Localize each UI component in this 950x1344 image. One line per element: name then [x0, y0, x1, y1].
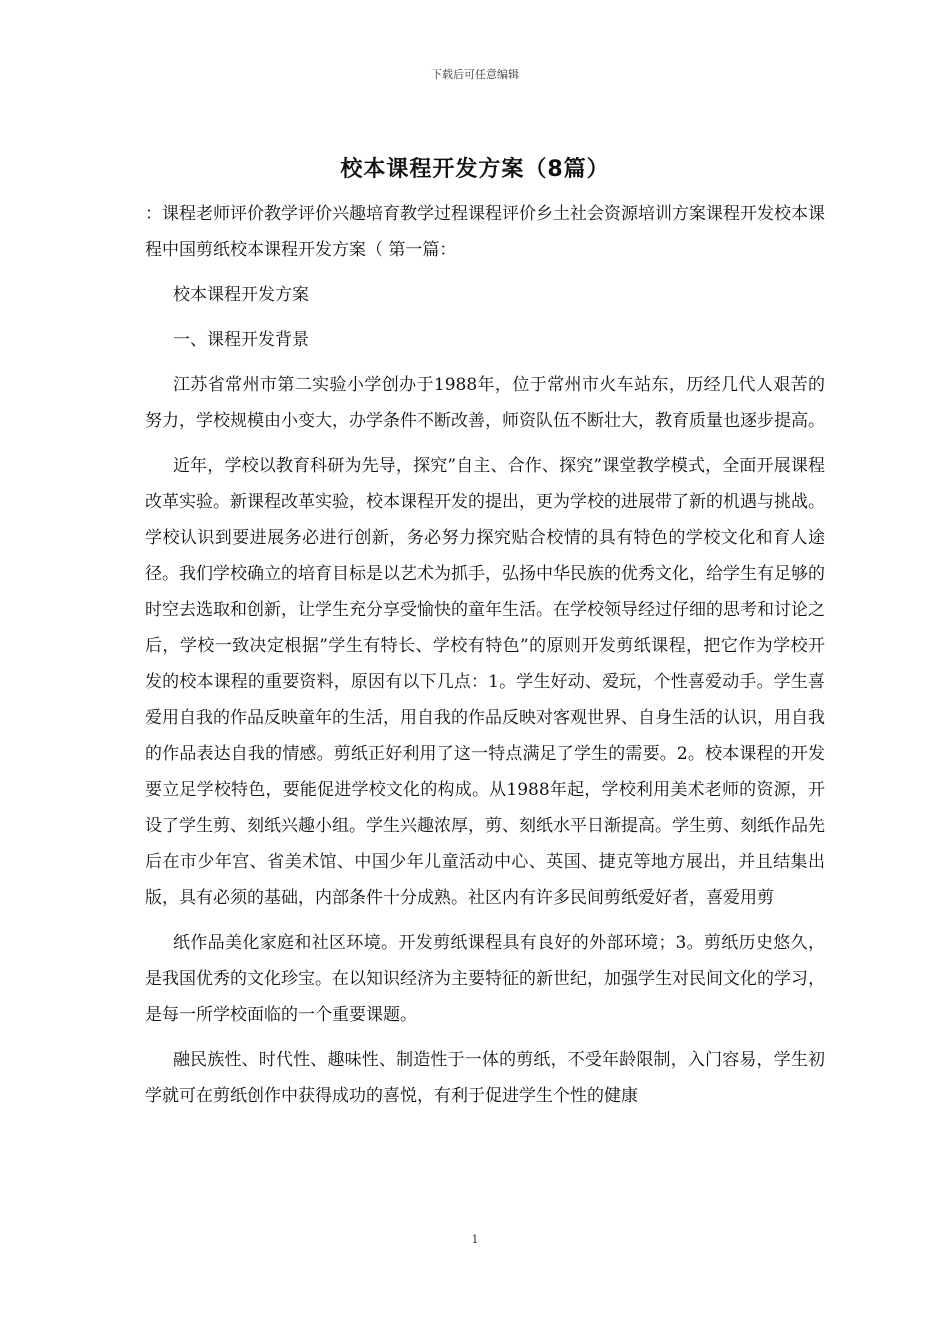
body-paragraph: 融民族性、时代性、趣味性、制造性于一体的剪纸，不受年龄限制，入门容易，学生初学就可在剪纸创作中获得成功的喜悦，有利于促进学生个性的健康: [145, 1050, 825, 1106]
document-body: [145, 196, 825, 1123]
body-paragraph: 江苏省常州市第二实验小学创办于1988年，位于常州市火车站东，历经几代人艰苦的努力，学校规模由小变大，办学条件不断改善，师资队伍不断壮大，教育质量也逐步提高。: [145, 375, 825, 431]
header-note: 下载后可任意编辑: [431, 68, 519, 81]
intro-paragraph: ：课程老师评价教学评价兴趣培育教学过程课程评价乡土社会资源培训方案课程开发校本课程中国剪纸校本课程开发方案（ 第一篇：: [145, 204, 825, 260]
subsection-heading: 一、课程开发背景: [173, 330, 309, 350]
section-heading: 校本课程开发方案: [173, 285, 309, 305]
document-title: 校本课程开发方案（8篇）: [340, 157, 610, 182]
body-paragraph: 近年，学校以教育科研为先导，探究”自主、合作、探究”课堂教学模式，全面开展课程改革实验。新课程改革实验，校本课程开发的提出，更为学校的进展带了新的机遇与挑战。学校认识到要进展务必进行创新，务必努力探究贴合校情的具有特色的学校文化和育人途径。我们学校确立的培育目标是以艺术为抓手，弘扬中华民族的优秀文化，给学生有足够的时空去选取和创新，让学生充分享受愉快的童年生活。在学校领导经过仔细的思考和讨论之后，学校一致决定根据”学生有特长、学校有特色”的原则开发剪纸课程，把它作为学校开发的校本课程的重要资料，原因有以下几点：1。学生好动、爱玩，个性喜爱动手。学生喜爱用自我的作品反映童年的生活，用自我的作品反映对客观世界、自身生活的认识，用自我的作品表达自我的情感。剪纸正好利用了这一特点满足了学生的需要。2。校本课程的开发要立足学校特色，要能促进学校文化的构成。从1988年起，学校利用美术老师的资源，开设了学生剪、刻纸兴趣小组。学生兴趣浓厚，剪、刻纸水平日渐提高。学生剪、刻纸作品先后在市少年宫、省美术馆、中国少年儿童活动中心、英国、捷克等地方展出，并且结集出版，具有必须的基础，内部条件十分成熟。社区内有许多民间剪纸爱好者，喜爱用剪: [145, 456, 825, 908]
body-paragraph: 纸作品美化家庭和社区环境。开发剪纸课程具有良好的外部环境；3。剪纸历史悠久，是我国优秀的文化珍宝。在以知识经济为主要特征的新世纪，加强学生对民间文化的学习，是每一所学校面临的一个重要课题。: [145, 933, 825, 1025]
page-number: 1: [471, 1233, 479, 1246]
